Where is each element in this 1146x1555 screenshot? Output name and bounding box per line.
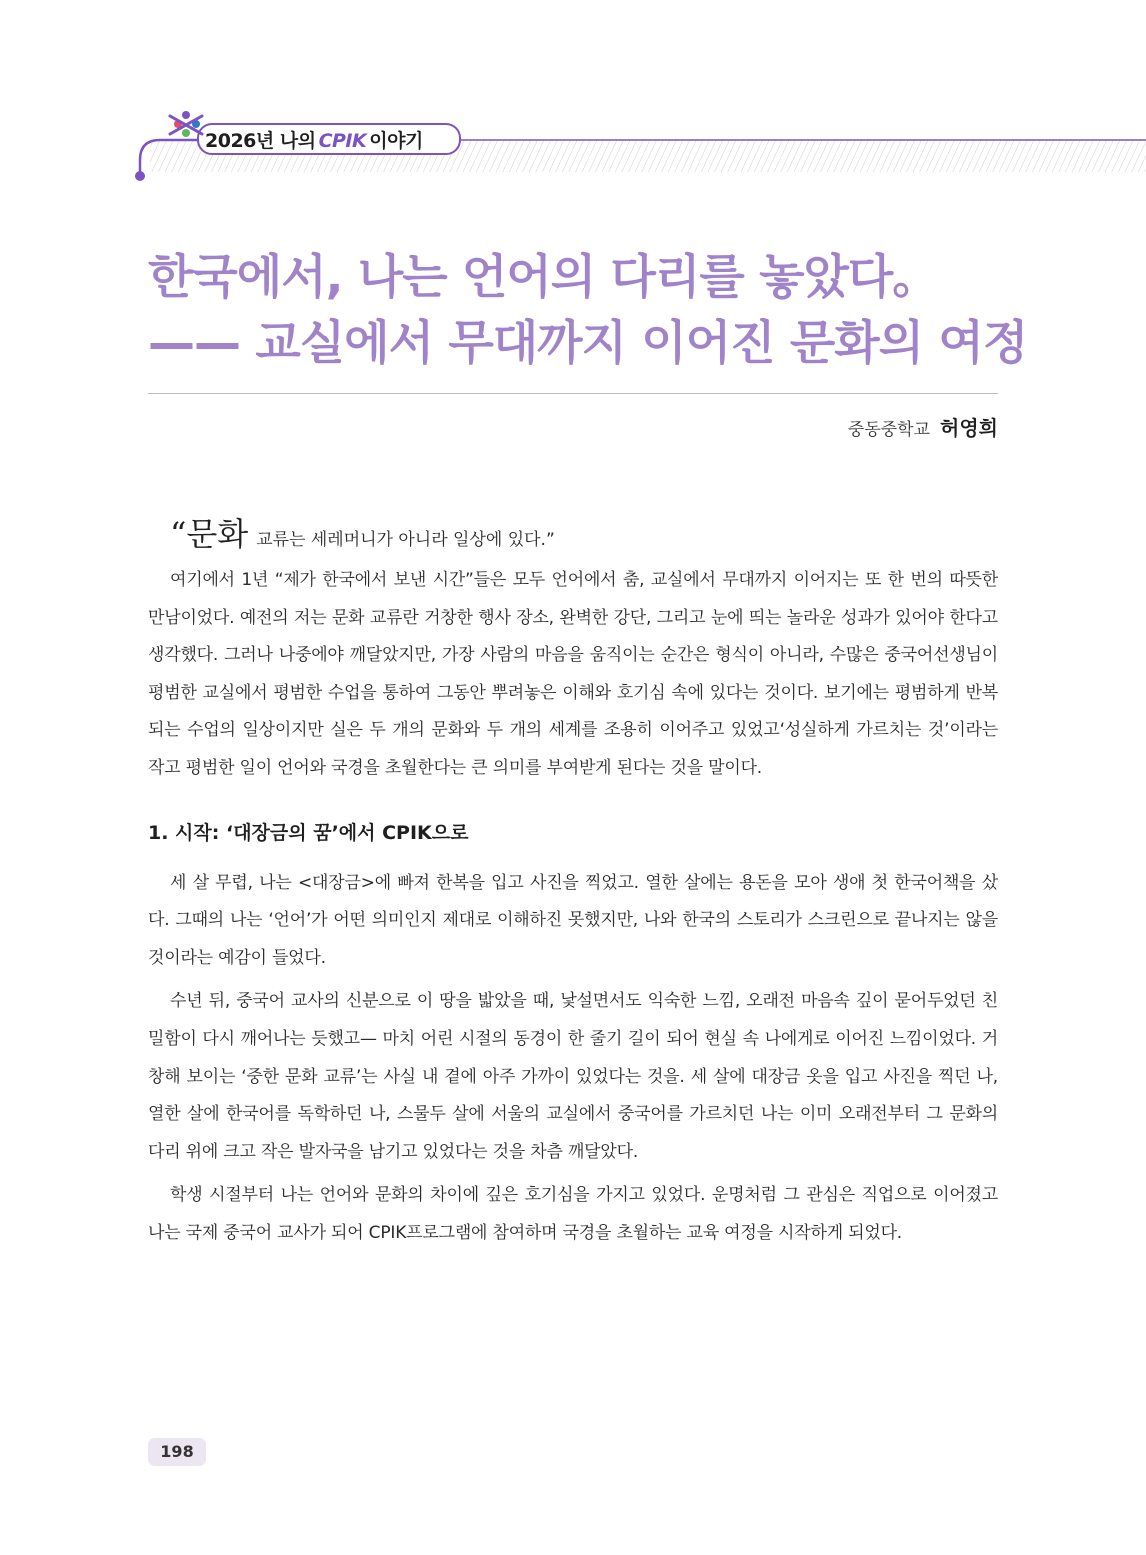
people-logo-icon (170, 111, 202, 137)
paragraph-3: 수년 뒤, 중국어 교사의 신분으로 이 땅을 밟았을 때, 낯설면서도 익숙한 느낌, 오래전 마음속 깊이 묻어두었던 친밀함이 다시 깨어나는 듯했고— 마치 어린 시절의 동경이 한 줄기 길이 되어 현실 속 나에게로 이어진 느낌이었다. 거창해 보이는 ‘중한 문화 교류’는 사실 내 곁에 아주 가까이 있었다는 것을. 세 살에 대장금 옷을 입고 사진을 찍던 나, 열한 살에 한국어를 독학하던 나, 스물두 살에 서울의 교실에서 중국어를 가르치던 나는 이미 오래전부터 그 문화의 다리 위에 크고 작은 발자국을 남기고 있었다는 것을 차츰 깨달았다. (148, 991, 998, 1162)
author-name: 허영희 (940, 416, 998, 440)
series-year-label: 2026년 나의 (205, 130, 316, 152)
opening-quote (148, 512, 998, 562)
paragraph-2: 세 살 무렵, 나는 <대장금>에 빠져 한복을 입고 사진을 찍었고. 열한 살에는 용돈을 모아 생애 첫 한국어책을 샀다. 그때의 나는 ‘언어’가 어떤 의미인지 제대로 이해하진 못했지만, 나와 한국의 스토리가 스크린으로 끝나지는 않을 것이라는 예감이 들었다. (148, 872, 998, 968)
series-story-label: 이야기 (369, 130, 423, 152)
paragraph-4: 학생 시절부터 나는 언어와 문화의 차이에 깊은 호기심을 가지고 있었다. 운명처럼 그 관심은 직업으로 이어졌고 나는 국제 중국어 교사가 되어 CPIK프로그램에 참여하며 국경을 초월하는 교육 여정을 시작하게 되었다. (148, 1185, 998, 1243)
page-title (148, 245, 1028, 377)
byline (848, 412, 998, 441)
title-line-2: —— 교실에서 무대까지 이어진 문화의 여정 (148, 316, 1028, 371)
header-decoration (0, 0, 1146, 200)
cpik-brand: CPIK (318, 130, 367, 152)
series-label (205, 126, 423, 153)
quote-rest: 교류는 세레머니가 아니라 일상에 있다.” (256, 530, 555, 550)
author-school: 중동중학교 (847, 420, 931, 440)
quote-lead: “문화 (170, 515, 249, 553)
title-divider (148, 393, 998, 394)
series-header (0, 0, 1146, 200)
paragraph-intro: 여기에서 1년 “제가 한국에서 보낸 시간”들은 모두 언어에서 춤, 교실에서 무대까지 이어지는 또 한 번의 따뜻한 만남이었다. 예전의 저는 문화 교류란 거창한 행사 장소, 완벽한 강단, 그리고 눈에 띄는 놀라운 성과가 있어야 한다고 생각했다. 그러나 나중에야 깨달았지만, 가장 사람의 마음을 움직이는 순간은 형식이 아니라, 수많은 중국어선생님이 평범한 교실에서 평범한 수업을 통하여 그동안 뿌려놓은 이해와 호기심 속에 있다는 것이다. 보기에는 평범하게 반복되는 수업의 일상이지만 실은 두 개의 문화와 두 개의 세계를 조용히 이어주고 있었고‘성실하게 가르치는 것’이라는 작고 평범한 일이 언어와 국경을 초월한다는 큰 의미를 부여받게 된다는 것을 말이다. (148, 570, 998, 778)
title-line-1: 한국에서, 나는 언어의 다리를 놓았다。 (148, 250, 939, 305)
page-number: 198 (148, 1438, 206, 1466)
section-heading: 1. 시작: ‘대장금의 꿈’에서 CPIK으로 (148, 821, 469, 844)
header-dot (135, 171, 145, 181)
article-body (148, 512, 998, 1253)
